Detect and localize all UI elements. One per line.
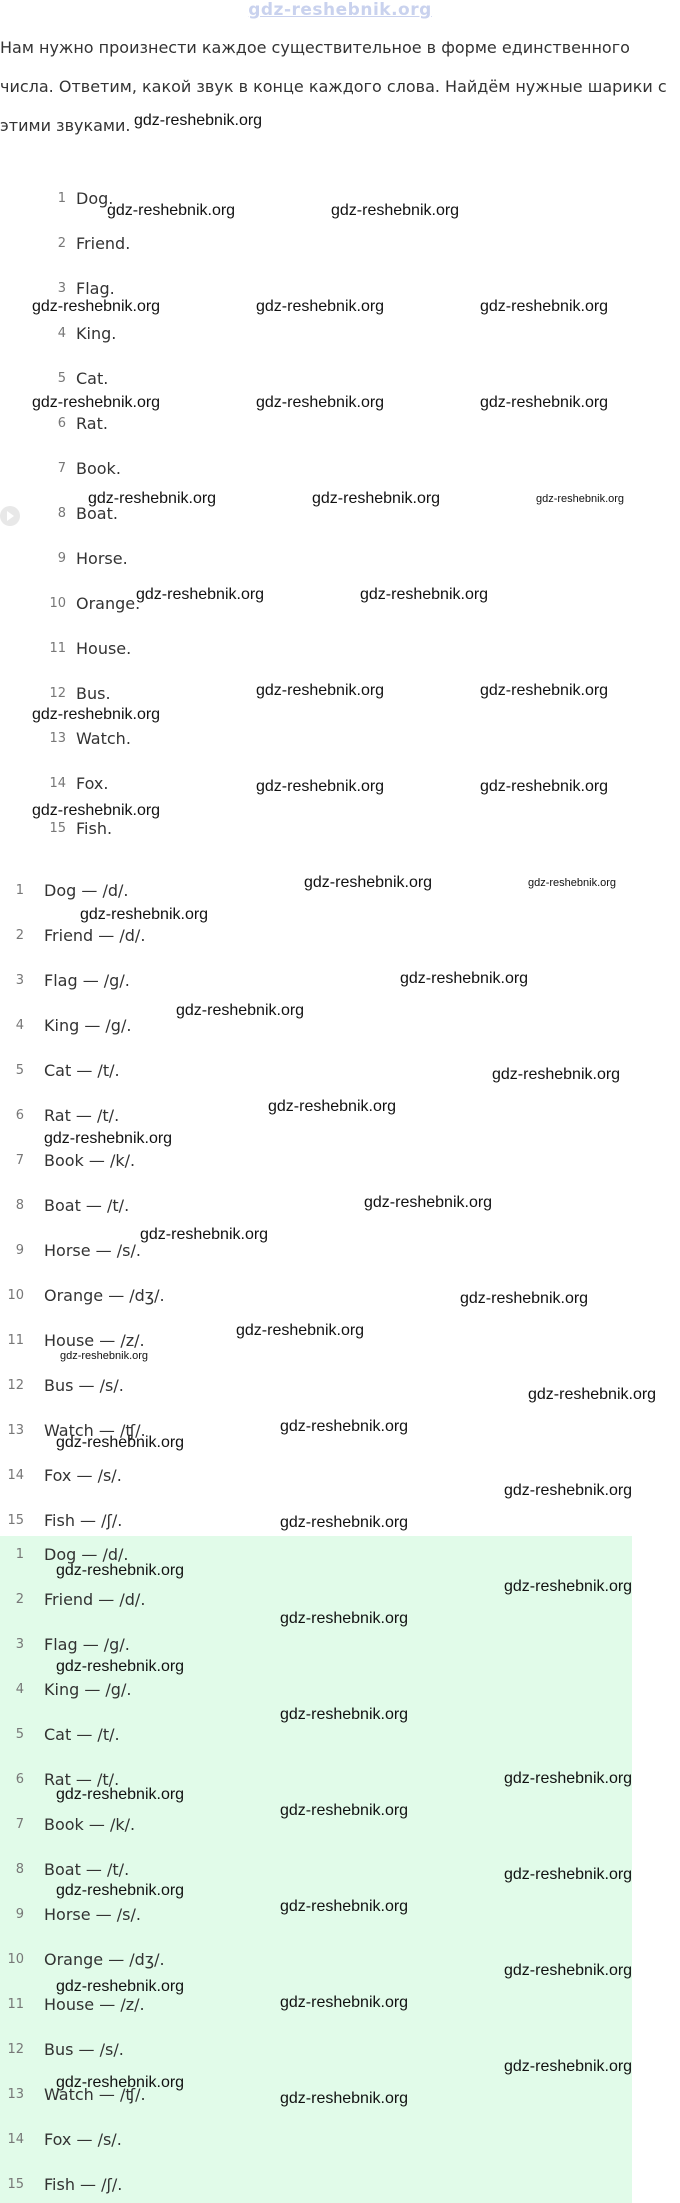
watermark-text: gdz-reshebnik.org [280,2090,409,2107]
item-number: 13 [7,2087,24,2102]
watermark-text: gdz-reshebnik.org [280,1514,409,1531]
item-number: 1 [15,883,24,898]
watermark-text: gdz-reshebnik.org [56,1658,185,1675]
watermark-text: gdz-reshebnik.org [256,778,385,795]
item-text: Rat — /t/. [44,1770,120,1789]
watermark-text: gdz-reshebnik.org [528,1386,657,1403]
watermark-text: gdz-reshebnik.org [280,1898,409,1915]
item-number: 14 [7,1468,24,1483]
watermark-text: gdz-reshebnik.org [528,877,617,889]
item-text: Boat — /t/. [44,1196,130,1215]
watermark-text: gdz-reshebnik.org [136,586,265,603]
watermark-text: gdz-reshebnik.org [56,1562,185,1579]
item-text: King — /g/. [44,1016,132,1035]
item-number: 6 [57,416,66,431]
item-number: 15 [7,1513,24,1528]
item-number: 3 [57,281,66,296]
item-number: 4 [15,1682,24,1697]
item-number: 5 [57,371,66,386]
item-number: 9 [57,551,66,566]
item-text: Cat. [76,369,109,388]
watermark-text: gdz-reshebnik.org [32,394,161,411]
item-number: 5 [15,1063,24,1078]
item-text: Orange — /dʒ/. [44,1286,165,1305]
watermark-text: gdz-reshebnik.org [140,1226,269,1243]
item-text: Fish — /ʃ/. [44,2175,123,2194]
watermark-text: gdz-reshebnik.org [480,394,609,411]
item-text: Horse. [76,549,128,568]
item-text: Friend — /d/. [44,926,146,945]
watermark-text: gdz-reshebnik.org [256,394,385,411]
watermark-text: gdz-reshebnik.org [364,1194,493,1211]
watermark-text: gdz-reshebnik.org [504,1866,633,1883]
watermark-text: gdz-reshebnik.org [492,1066,621,1083]
site-header-link[interactable]: gdz-reshebnik.org [248,0,432,20]
item-number: 6 [15,1772,24,1787]
watermark-text: gdz-reshebnik.org [56,1434,185,1451]
item-text: Flag — /g/. [44,1635,130,1654]
item-number: 15 [7,2177,24,2192]
watermark-text: gdz-reshebnik.org [32,298,161,315]
watermark-text: gdz-reshebnik.org [504,1578,633,1595]
item-text: Bus — /s/. [44,2040,124,2059]
watermark-text: gdz-reshebnik.org [134,112,263,129]
item-number: 2 [57,236,66,251]
item-text: Bus — /s/. [44,1376,124,1395]
item-number: 3 [15,973,24,988]
item-text: Fox. [76,774,109,793]
item-number: 8 [57,506,66,521]
item-number: 7 [57,461,66,476]
item-text: Watch — /ʧ/. [44,1421,146,1440]
item-text: House — /z/. [44,1995,145,2014]
item-number: 12 [7,1378,24,1393]
watermark-text: gdz-reshebnik.org [280,1706,409,1723]
item-text: Book — /k/. [44,1815,136,1834]
item-number: 12 [7,2042,24,2057]
watermark-text: gdz-reshebnik.org [32,706,161,723]
watermark-text: gdz-reshebnik.org [56,1978,185,1995]
item-number: 13 [7,1423,24,1438]
item-text: Cat — /t/. [44,1725,120,1744]
watermark-text: gdz-reshebnik.org [60,1350,149,1362]
item-number: 11 [7,1333,24,1348]
item-text: Horse — /s/. [44,1241,141,1260]
item-text: Watch. [76,729,131,748]
item-text: House — /z/. [44,1331,145,1350]
watermark-text: gdz-reshebnik.org [80,906,209,923]
watermark-text: gdz-reshebnik.org [280,1802,409,1819]
watermark-text: gdz-reshebnik.org [268,1098,397,1115]
item-number: 2 [15,928,24,943]
watermark-text: gdz-reshebnik.org [280,1994,409,2011]
item-text: Fox — /s/. [44,1466,122,1485]
item-number: 1 [15,1547,24,1562]
item-number: 5 [15,1727,24,1742]
watermark-text: gdz-reshebnik.org [504,1770,633,1787]
item-text: Fish — /ʃ/. [44,1511,123,1530]
watermark-text: gdz-reshebnik.org [400,970,529,987]
watermark-text: gdz-reshebnik.org [236,1322,365,1339]
watermark-text: gdz-reshebnik.org [256,298,385,315]
item-number: 4 [15,1018,24,1033]
item-number: 15 [49,821,66,836]
item-text: Friend — /d/. [44,1590,146,1609]
item-text: Rat. [76,414,108,433]
item-text: Watch — /ʧ/. [44,2085,146,2104]
item-number: 7 [15,1817,24,1832]
item-number: 9 [15,1907,24,1922]
watermark-text: gdz-reshebnik.org [312,490,441,507]
watermark-text: gdz-reshebnik.org [460,1290,589,1307]
item-text: King — /g/. [44,1680,132,1699]
item-number: 8 [15,1862,24,1877]
item-number: 10 [7,1952,24,1967]
watermark-text: gdz-reshebnik.org [56,1882,185,1899]
item-text: Fish. [76,819,113,838]
item-text: Flag. [76,279,115,298]
item-text: Dog — /d/. [44,881,129,900]
item-text: Friend. [76,234,131,253]
watermark-text: gdz-reshebnik.org [480,298,609,315]
item-number: 7 [15,1153,24,1168]
item-number: 1 [57,191,66,206]
watermark-text: gdz-reshebnik.org [331,202,460,219]
item-text: Rat — /t/. [44,1106,120,1125]
watermark-text: gdz-reshebnik.org [304,874,433,891]
watermark-text: gdz-reshebnik.org [280,1418,409,1435]
watermark-text: gdz-reshebnik.org [44,1130,173,1147]
watermark-text: gdz-reshebnik.org [280,1610,409,1627]
watermark-text: gdz-reshebnik.org [176,1002,305,1019]
item-number: 9 [15,1243,24,1258]
item-number: 8 [15,1198,24,1213]
item-number: 4 [57,326,66,341]
watermark-text: gdz-reshebnik.org [88,490,217,507]
watermark-text: gdz-reshebnik.org [32,802,161,819]
item-number: 10 [7,1288,24,1303]
item-text: Boat. [76,504,118,523]
item-number: 11 [7,1997,24,2012]
item-text: Book. [76,459,121,478]
item-text: House. [76,639,132,658]
item-text: Dog — /d/. [44,1545,129,1564]
item-number: 12 [49,686,66,701]
item-text: Orange. [76,594,141,613]
watermark-text: gdz-reshebnik.org [480,778,609,795]
item-text: Orange — /dʒ/. [44,1950,165,1969]
item-text: Fox — /s/. [44,2130,122,2149]
watermark-text: gdz-reshebnik.org [56,1786,185,1803]
item-number: 2 [15,1592,24,1607]
watermark-text: gdz-reshebnik.org [504,1482,633,1499]
watermark-text: gdz-reshebnik.org [536,493,625,505]
watermark-text: gdz-reshebnik.org [480,682,609,699]
item-number: 10 [49,596,66,611]
item-number: 11 [49,641,66,656]
item-text: Book — /k/. [44,1151,136,1170]
watermark-text: gdz-reshebnik.org [360,586,489,603]
item-number: 14 [7,2132,24,2147]
item-text: Flag — /g/. [44,971,130,990]
watermark-text: gdz-reshebnik.org [504,1962,633,1979]
item-number: 13 [49,731,66,746]
item-text: Horse — /s/. [44,1905,141,1924]
watermark-text: gdz-reshebnik.org [256,682,385,699]
watermark-text: gdz-reshebnik.org [56,2074,185,2091]
item-text: Cat — /t/. [44,1061,120,1080]
item-text: Dog. [76,189,114,208]
item-text: Bus. [76,684,111,703]
item-text: King. [76,324,117,343]
item-number: 6 [15,1108,24,1123]
watermark-text: gdz-reshebnik.org [504,2058,633,2075]
item-number: 3 [15,1637,24,1652]
intro-paragraph: Нам нужно произнести каждое существительное в форме единственного числа. Ответим, какой звук в конце каждого слова. Найдём нужные шарики с этими звуками. [0,38,667,135]
play-icon[interactable] [0,506,20,526]
watermark-text: gdz-reshebnik.org [107,202,236,219]
item-number: 14 [49,776,66,791]
item-text: Boat — /t/. [44,1860,130,1879]
